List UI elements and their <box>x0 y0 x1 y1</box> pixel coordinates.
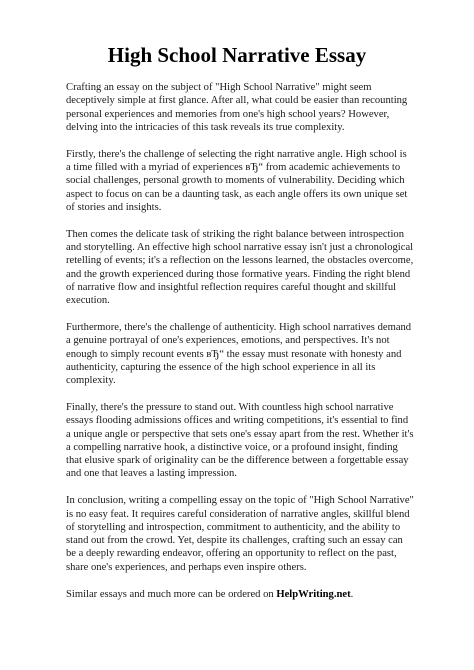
paragraph-authenticity: Furthermore, there's the challenge of authenticity. High school narratives demand a genuine portrayal of one's experiences, emotions, and perspectives. It's not enough to simply recount events вЂ“ the essay must resonate with honesty and authenticity, capturing the essence of the high school experience in all its complexity. <box>66 321 412 387</box>
footer-prefix: Similar essays and much more can be ordered on <box>66 588 277 600</box>
footer-note <box>66 588 414 601</box>
paragraph-conclusion: In conclusion, writing a compelling essay on the topic of "High School Narrative" is no easy feat. It requires careful consideration of narrative angles, skillful blend of storytelling and introspection, commitment to authenticity, and the ability to stand out from the crowd. Yet, despite its challenges, crafting such an essay can be a deeply rewarding endeavor, offering an opportunity to reflect on the past, share one's experiences, and perhaps even inspire others. <box>66 495 414 573</box>
page-title: High School Narrative Essay <box>107 43 367 67</box>
paragraph-stand-out: Finally, there's the pressure to stand out. With countless high school narrative essays flooding admissions offices and writing competitions, it's essential to find a unique angle or perspective that sets one's essay apart from the rest. Whether it's a compelling narrative hook, a distinctive voice, or a profound insight, finding that elusive spark of originality can be the difference between a forgettable essay and one that leaves a lasting impression. <box>66 401 414 480</box>
paragraph-intro: Crafting an essay on the subject of "High School Narrative" might seem deceptively simple at first glance. After all, what could be easier than recounting personal experiences and memories from one's high school years? However, delving into the intricacies of this task reveals its true complexity. <box>66 82 408 133</box>
essay-body <box>66 81 414 601</box>
paragraph-balance: Then comes the delicate task of striking the right balance between introspection and storytelling. An effective high school narrative essay isn't just a chronological retelling of events; it's a reflection on the lessons learned, the obstacles overcome, and the growth experienced during those formative years. Finding the right blend of narrative flow and insightful reflection requires careful thought and skillful execution. <box>66 228 414 307</box>
footer-suffix: . <box>350 588 354 600</box>
footer-brand-link[interactable]: HelpWriting.net <box>276 588 351 600</box>
paragraph-narrative-angle: Firstly, there's the challenge of selecting the right narrative angle. High school is a time filled with a myriad of experiences вЂ“ from academic achievements to social challenges, personal growth to moments of vulnerability. Deciding which aspect to focus on can be a daunting task, as each angle offers its own unique set of stories and insights. <box>66 148 408 213</box>
